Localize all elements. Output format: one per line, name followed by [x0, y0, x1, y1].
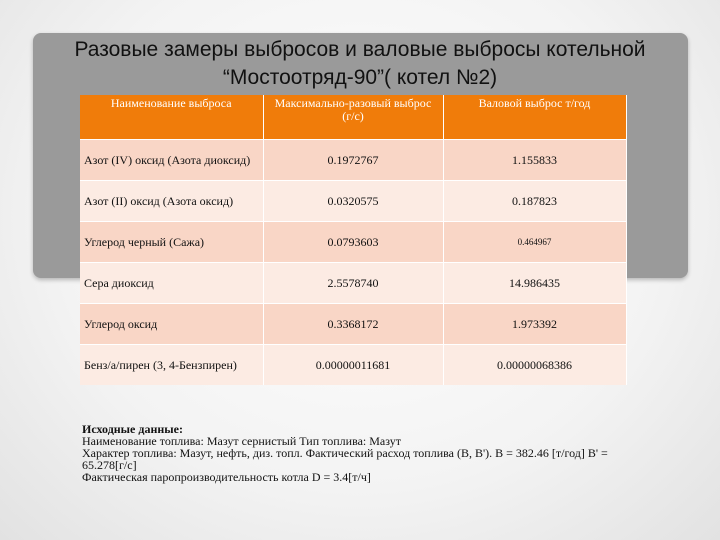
slide-title: Разовые замеры выбросов и валовые выбросы котельной “Мостоотряд-90”( котел №2)	[74, 38, 646, 89]
header-name: Наименование выброса	[80, 95, 263, 140]
notes-heading: Исходные данные:	[82, 422, 183, 436]
source-data-notes	[82, 423, 642, 483]
row-name: Углерод оксид	[80, 304, 263, 345]
row-max: 0.0793603	[263, 222, 443, 263]
header-max: Максимально-разовый выброс (г/с)	[263, 95, 443, 140]
row-max: 0.3368172	[263, 304, 443, 345]
table-row	[80, 181, 626, 222]
emissions-table	[80, 95, 627, 385]
row-gross: 0.00000068386	[443, 345, 626, 386]
row-name: Азот (IV) оксид (Азота диоксид)	[80, 140, 263, 181]
table-row	[80, 222, 626, 263]
row-gross: 0.187823	[443, 181, 626, 222]
row-name: Азот (II) оксид (Азота оксид)	[80, 181, 263, 222]
row-name: Углерод черный (Сажа)	[80, 222, 263, 263]
table-row	[80, 345, 626, 386]
table-header-row	[80, 95, 626, 140]
table-row	[80, 263, 626, 304]
row-gross: 0.464967	[443, 222, 626, 263]
row-gross: 1.973392	[443, 304, 626, 345]
row-name: Сера диоксид	[80, 263, 263, 304]
row-max: 0.0320575	[263, 181, 443, 222]
row-max: 0.1972767	[263, 140, 443, 181]
notes-line-fuel-type: Характер топлива: Мазут, нефть, диз. топл. Фактический расход топлива (B, B'). B = 382.46 [т/год] B' = 65.278[г/с]	[82, 446, 608, 472]
row-gross: 14.986435	[443, 263, 626, 304]
row-max: 2.5578740	[263, 263, 443, 304]
row-name: Бенз/а/пирен (3, 4-Бензпирен)	[80, 345, 263, 386]
table-row	[80, 304, 626, 345]
table-row	[80, 140, 626, 181]
notes-line-fuel-name: Наименование топлива: Мазут сернистый Тип топлива: Мазут	[82, 434, 401, 448]
row-gross: 1.155833	[443, 140, 626, 181]
notes-line-capacity: Фактическая паропроизводительность котла D = 3.4[т/ч]	[82, 470, 371, 484]
header-gross: Валовой выброс т/год	[443, 95, 626, 140]
row-max: 0.00000011681	[263, 345, 443, 386]
